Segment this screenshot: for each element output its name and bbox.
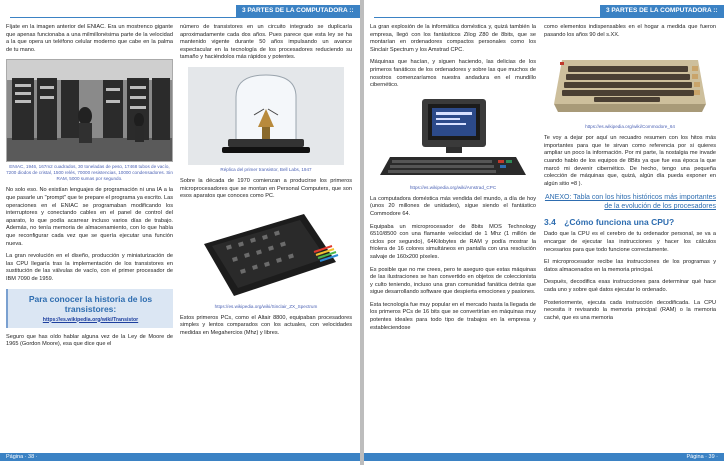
transistor-wiki-link[interactable]: https://es.wikipedia.org/wiki/Transistor [42, 316, 139, 323]
moore-law-paragraph: Seguro que has oído hablar alguna vez de la Ley de Moore de 1965 (Gordon Moore), esa que dice que el [6, 333, 173, 348]
amstrad-cpc-photo [376, 95, 530, 183]
right-page-footer: Página · 39 · [364, 453, 724, 461]
c64-caption[interactable]: https://es.wikipedia.org/wiki/Commodore_64 [585, 124, 675, 130]
collectors-paragraph: Es posible que no me crees, pero te aseguro que estas máquinas de las ilustraciones se han convertido en objetos de coleccionista y culto teniendo, incluso una gran comunidad fanática detrás que sigue desarrollando software que despierta emociones y pasiones. [370, 266, 536, 296]
left-page-column-2 [180, 24, 352, 449]
moore-continued-paragraph: número de transistores en un circuito integrado se duplicaría aproximadamente cada dos años. Pues parece que esta ley se ha mantenido vigente durante 50 años impulsando un avance espectacular en la tecnología de los procesadores reduciendo su tamaño y haciéndolos más rápidos y potentes. [180, 24, 352, 61]
eniac-intro-paragraph: Fíjate en la imagen anterior del ENIAC. Era un mostrenco gigante que apenas funcionaba a una milmillonésima parte de la velocidad a la que opera un teléfono celular moderno que cabe en la palma de tu mano. [6, 24, 173, 53]
cpu-executes-paragraph: Posteriormente, ejecuta cada instrucción decodificada. La CPU necesita ir revisando la memoria principal (RAM) o la memoria caché, que es una memoria [544, 299, 716, 321]
eniac-programming-paragraph: No solo eso. No existían lenguajes de programación ni una IA a la que pasarle un "prompt" que te prepare el programa ya escrito. Las operaciones en el ENIAC se programaban modificando los interruptores y conectando cables en el panel de control del aparato, lo que podía acarrear incluso varios días de trabajo. Además, no tenía memoria de almacenamiento, con lo que había que reconfigurar cada vez que se quería ejecutar una función nueva. [6, 187, 173, 247]
left-page-footer: Página · 38 · [0, 453, 360, 461]
right-page-header: 3 PARTES DE LA COMPUTADORA :: [600, 5, 724, 17]
left-page-column-1 [6, 24, 173, 449]
eniac-photo [6, 59, 173, 162]
annex-link[interactable]: ANEXO: Tabla con los hitos históricos más importantes de la evolución de los procesadores [544, 194, 716, 211]
first-pcs-paragraph: Estos primeros PCs, como el Altair 8800, equipaban procesadores simples y lentos comparados con los actuales, con velocidades medidas en Megahercios (Mhz) y libres. [180, 314, 352, 336]
c64-specs-paragraph: Equipaba un microprocesador de 8bits MOS Technology 6510/8500 con una flamante velocidad de 1 Mhz (1 millón de ciclos por segundo), 64Kilobytes de RAM y podía mostrar la friolera de 16 colores simultáneos en pantalla con una resolución salvaje de 160x200 píxeles. [370, 223, 536, 260]
left-header-rule [10, 17, 360, 18]
right-page-column-1 [370, 24, 536, 449]
transistor-replica-drawing [188, 67, 344, 165]
zx-spectrum-drawing [186, 206, 346, 302]
transistor-caption: Réplica del primer transistor, Bell Labs, 1947 [220, 166, 312, 172]
spectrum-caption[interactable]: https://es.wikipedia.org/wiki/Sinclair_ZX_Spectrum [214, 303, 318, 309]
microprocessors-1970-paragraph: Sobre la década de 1970 comienzan a producirse los primeros microprocesadores que se montan en Personal Computers, que son esos aparatos que conoces como PC. [180, 177, 352, 200]
cpu-receives-paragraph: El microprocesador recibe las instrucciones de los programas y datos almacenados en la memoria principal. [544, 259, 716, 273]
eniac-caption: ENIAC, 1946, 167m2 cuadrados, 30 toneladas de peso, 17468 tubos de vacío, 7200 diodos de cristal, 1500 relés, 70000 resistencias, 10000 condensadores. Sin RAM, 5000 sumas por segundo. [6, 164, 173, 182]
cpu-brain-paragraph: Dado que la CPU es el cerebro de tu ordenador personal, se va a encargar de ejecutar las instrucciones y hacer los cálculos necesarios para que todo funcione correctamente. [544, 231, 716, 253]
nostalgia-paragraph: Máquinas que hacían, y siguen haciendo, las delicias de los primeros fanáticos de los ordenadores y sobre las que muchos de nosotros comenzaríamos nuestra andadura en el mundillo cibernético. [370, 59, 536, 89]
home-elements-paragraph: como elementos indispensables en el hogar a medida que fueron pasando los años 90 del s.XX. [544, 24, 716, 38]
section-heading [544, 217, 716, 227]
commodore-64-drawing [550, 44, 710, 122]
right-header-rule [374, 17, 724, 18]
right-page [364, 0, 724, 465]
milestones-summary-paragraph: Te voy a dejar por aquí un recuadro resumen con los hitos más importantes para que te sirvan como referencia por si quieres ampliar un poco la información. Por mi parte, la nostalgia me invade cuando hablo de los equipos de 8Bits ya que fue esa época la que marcó mi devenir cibernético. De hecho, tengo una pequeña colección de máquinas que, quizá, algún día pueda exponer en algún sitio =8 ). [544, 135, 716, 187]
left-page-header: 3 PARTES DE LA COMPUTADORA :: [236, 5, 360, 17]
amstrad-cpc-drawing [376, 95, 530, 183]
16bit-paragraph: Esta tecnología fue muy popular en el mercado hasta la llegada de los primeros PCs de 16 bits que se convertirían en máquinas muy potentes ideales para todo tipo de trabajos en la empresa y estableciendose [370, 301, 536, 331]
section-number: 3.4 [544, 217, 556, 228]
left-page [0, 0, 360, 465]
commodore-64-photo [550, 44, 710, 122]
callout-title: Para conocer la historia de los transistores: [28, 293, 153, 314]
amstrad-caption[interactable]: https://es.wikipedia.org/wiki/Amstrad_CPC [409, 184, 497, 190]
right-page-column-2 [544, 24, 716, 449]
cpu-revolution-paragraph: La gran revolución en el diseño, producción y miniaturización de las CPU llegaría tras la implementación de los transistores en sustitución de las válvulas de vacío, con el primer procesador de IBM 7090 de 1959. [6, 253, 173, 282]
section-title: ¿Cómo funciona una CPU? [564, 217, 675, 228]
z80-paragraph: La gran explosión de la informática doméstica y, quizá también la empresa, llegó con los fantásticos Zilog Z80 de 8bits, que se montarían en ordenadores compactos personales como los Sinclair Spectrum y los Amstrad CPC. [370, 24, 536, 53]
transistor-replica-photo [188, 67, 344, 165]
cpu-decodes-paragraph: Después, decodifica esas instrucciones para determinar qué hace cada uno y sobre qué datos ejecutar lo ordenado. [544, 279, 716, 293]
transistor-history-callout [6, 289, 173, 328]
c64-bestseller-paragraph: La computadora doméstica más vendida del mundo, a día de hoy (unos 20 millones de unidades), sigue siendo el fantástico Commodore 64. [370, 195, 536, 217]
eniac-photo-drawing [7, 60, 172, 162]
zx-spectrum-photo [186, 206, 346, 302]
